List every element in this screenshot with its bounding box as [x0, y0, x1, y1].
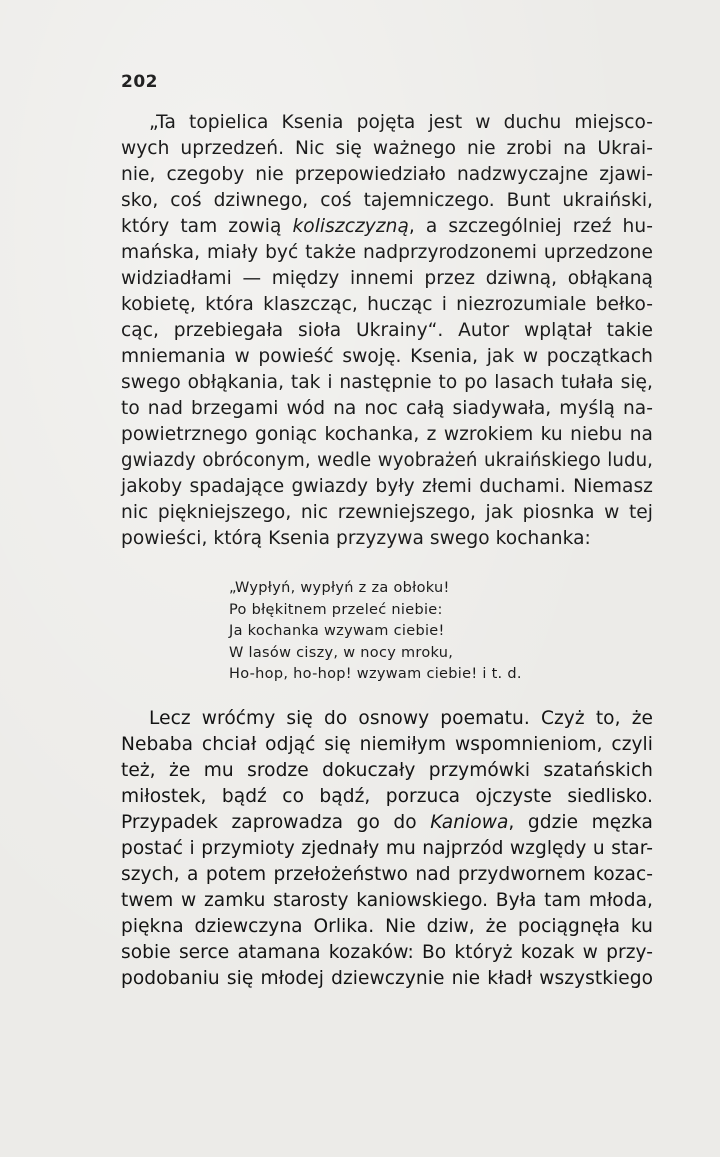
text-line: jakoby spadające gwiazdy były złemi duchami. Niemasz — [121, 476, 653, 497]
text-line: szych, a potem przełożeństwo nad przydwornem kozac- — [121, 864, 653, 885]
text-line: też, że mu srodze dokuczały przymówki szatańskich — [121, 760, 653, 781]
text-line: sko, coś dziwnego, coś tajemniczego. Bunt ukraiński, — [121, 190, 653, 211]
text-line: widziadłami — między innemi przez dziwną, obłąkaną — [121, 268, 653, 289]
poem-line: Ja kochanka wzywam ciebie! — [229, 623, 445, 639]
text-line: powietrznego goniąc kochanka, z wzrokiem ku niebu na — [121, 424, 653, 445]
text-line: to nad brzegami wód na noc całą siadywała, myślą na- — [121, 398, 653, 419]
text-line: wych uprzedzeń. Nic się ważnego nie zrobi na Ukrai- — [121, 138, 653, 159]
italic-term: Kaniowa — [430, 812, 509, 833]
text-line — [121, 214, 653, 240]
text-line: twem w zamku starosty kaniowskiego. Była tam młoda, — [121, 890, 653, 911]
text-line: piękna dziewczyna Orlika. Nie dziw, że pociągnęła ku — [121, 916, 653, 937]
poem-line: Ho-hop, ho-hop! wzywam ciebie! i t. d. — [229, 666, 522, 682]
paragraph-2 — [121, 706, 653, 992]
paragraph-1 — [121, 110, 653, 552]
text-line: nic piękniejszego, nic rzewniejszego, jak piosnka w tej — [121, 502, 653, 523]
text-segment: , a szczególniej rzeź hu- — [408, 216, 653, 237]
italic-term: koliszczyzną — [292, 216, 409, 237]
text-line: swego obłąkania, tak i następnie to po lasach tułała się, — [121, 372, 653, 393]
text-segment: Przypadek zaprowadza go do — [121, 812, 431, 833]
poem-line: „Wypłyń, wypłyń z za obłoku! — [229, 580, 450, 596]
text-line: „Ta topielica Ksenia pojęta jest w duchu miejsco- — [149, 112, 653, 133]
text-segment: który tam zowią — [121, 216, 293, 237]
text-line: mniemania w powieść swoję. Ksenia, jak w początkach — [121, 346, 653, 367]
text-line: gwiazdy obróconym, wedle wyobrażeń ukraińskiego ludu, — [121, 450, 653, 471]
text-line: powieści, którą Ksenia przyzywa swego kochanka: — [121, 528, 591, 549]
text-line: postać i przymioty zjednały mu najprzód względy u star- — [121, 838, 653, 859]
text-line: Nebaba chciał odjąć się niemiłym wspomnieniom, czyli — [121, 734, 653, 755]
text-line: miłostek, bądź co bądź, porzuca ojczyste siedlisko. — [121, 786, 653, 807]
poem-line: W lasów ciszy, w nocy mroku, — [229, 644, 454, 661]
text-line: Lecz wróćmy się do osnowy poematu. Czyż to, że — [149, 708, 653, 729]
page-number: 202 — [121, 72, 158, 92]
text-line: nie, czegoby nie przepowiedziało nadzwyczajne zjawi- — [121, 164, 653, 185]
text-line: podobaniu się młodej dziewczynie nie kładł wszystkiego — [121, 968, 653, 989]
text-line: sobie serce atamana kozaków: Bo któryż kozak w przy- — [121, 942, 653, 963]
text-line: cąc, przebiegała sioła Ukrainy“. Autor wplątał takie — [121, 320, 653, 341]
text-line: kobietę, która klaszcząc, hucząc i niezrozumiale bełko- — [121, 294, 653, 315]
poem-line: Po błękitnem przeleć niebie: — [229, 601, 443, 618]
text-line — [121, 810, 653, 836]
text-segment: , gdzie męzka — [508, 812, 653, 833]
poem-quote — [229, 578, 522, 686]
text-line: mańska, miały być także nadprzyrodzonemi uprzedzone — [121, 242, 653, 263]
